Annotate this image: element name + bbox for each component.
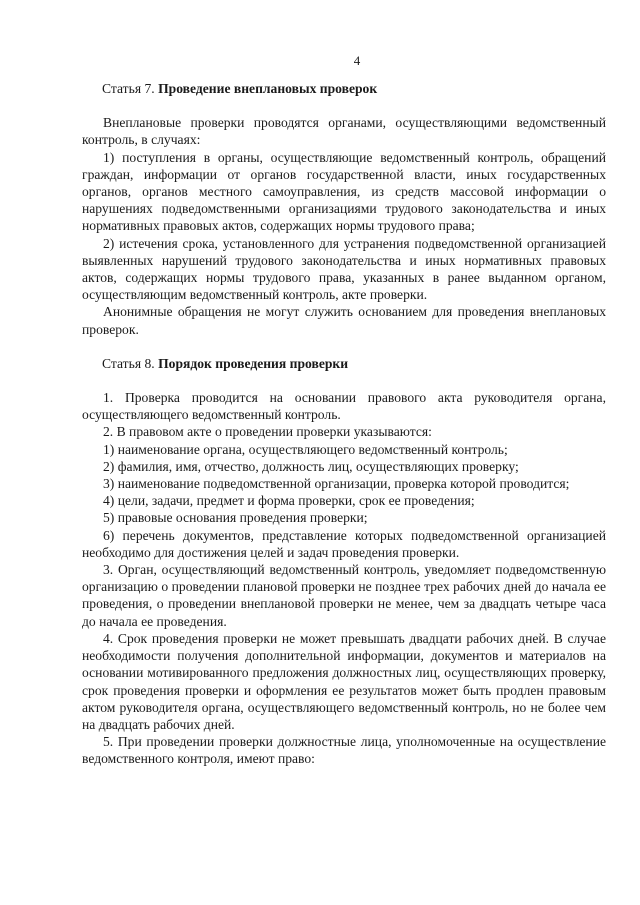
article-8-paragraph: 5. При проведении проверки должностные лица, уполномоченные на осуществление ведомственного контроля, имеют право: [82,734,606,767]
article-7-paragraph: Внеплановые проверки проводятся органами, осуществляющими ведомственный контроль, в случаях: [82,115,606,148]
article-7-prefix: Статья 7. [102,81,155,96]
article-7-paragraph: Анонимные обращения не могут служить основанием для проведения внеплановых проверок. [82,304,606,337]
article-8-paragraph: 2) фамилия, имя, отчество, должность лиц, осуществляющих проверку; [103,458,519,474]
article-8-heading [102,355,606,372]
article-8-paragraph: 3. Орган, осуществляющий ведомственный контроль, уведомляет подведомственную организацию о проведении плановой проверки не позднее трех рабочих дней до начала ее проведения, о проведении внеплановой проверки не менее, чем за двадцать четыре часа до начала ее проведения. [82,562,606,629]
article-8-paragraph: 6) перечень документов, представление которых подведомственной организацией необходимо для достижения целей и задач проведения проверки. [82,527,606,560]
article-8-paragraph: 3) наименование подведомственной организации, проверка которой проводится; [103,476,570,492]
article-8-paragraph: 1) наименование органа, осуществляющего ведомственный контроль; [103,441,508,457]
article-7-paragraph: 2) истечения срока, установленного для устранения подведомственной организацией выявленных нарушений трудового законодательства и иных нормативных правовых актов, содержащих нормы трудового права, указанных в ранее выданном органом, осуществляющим ведомственный контроль, акте проверки. [82,235,606,303]
article-7-title: Проведение внеплановых проверок [158,81,378,96]
article-7-paragraph: 1) поступления в органы, осуществляющие ведомственный контроль, обращений граждан, информации от органов государственной власти, иных государственных органов, органов местного самоуправления, из средств массовой информации о нарушениях подведомственными организациями трудового законодательства и иных нормативных правовых актов, содержащих нормы трудового права; [82,149,606,234]
page-number: 4 [353,53,361,68]
article-8-paragraph: 1. Проверка проводится на основании правового акта руководителя органа, осуществляющего ведомственный контроль. [82,390,606,423]
document-body [82,80,606,768]
article-8-prefix: Статья 8. [102,355,155,371]
article-8-paragraph: 4) цели, задачи, предмет и форма проверки, срок ее проведения; [103,493,475,509]
article-8-paragraph: 2. В правовом акте о проведении проверки указываются: [103,424,432,440]
article-7-heading [102,80,606,97]
article-8-paragraph: 4. Срок проведения проверки не может превышать двадцати рабочих дней. В случае необходимости получения дополнительной информации, документов и материалов на основании мотивированного предложения должностных лиц, осуществляющих проверку, срок проведения проверки и оформления ее результатов может быть продлен правовым актом руководителя органа, осуществляющего ведомственный контроль, но не более чем на двадцать рабочих дней. [82,630,606,732]
article-8-title: Порядок проведения проверки [158,355,349,371]
article-8-paragraph: 5) правовые основания проведения проверки; [103,510,368,526]
